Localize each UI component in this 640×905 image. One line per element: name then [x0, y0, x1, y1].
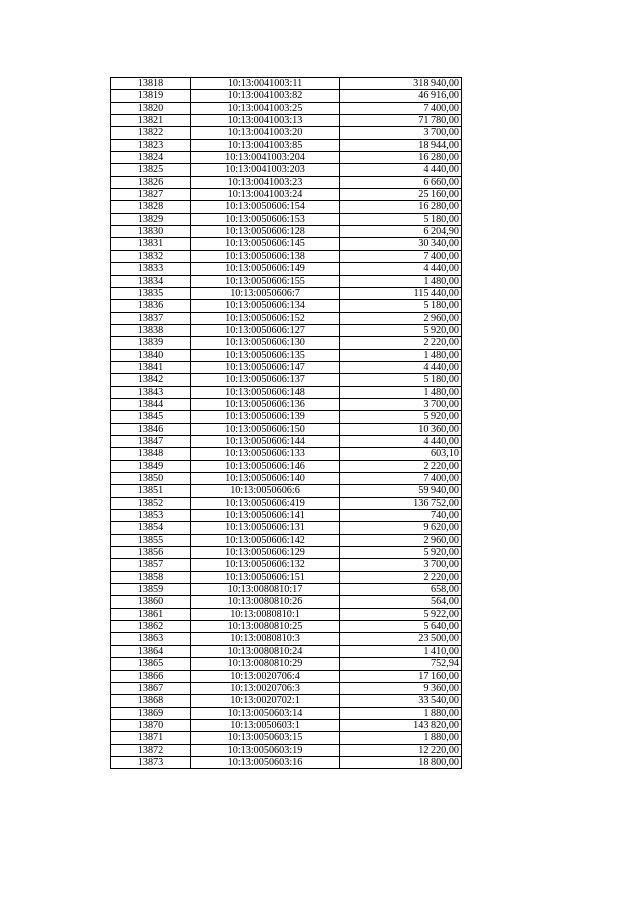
cadastral-value-cell: 143 820,00	[340, 719, 462, 731]
cadastral-value-cell: 4 440,00	[340, 164, 462, 176]
cadastral-value-cell: 16 280,00	[340, 152, 462, 164]
cadastral-number-cell: 10:13:0050606:147	[191, 361, 340, 373]
cadastral-number-cell: 10:13:0050606:134	[191, 300, 340, 312]
cadastral-number-cell: 10:13:0080810:3	[191, 633, 340, 645]
cadastral-number-cell: 10:13:0050603:14	[191, 707, 340, 719]
cadastral-value-cell: 318 940,00	[340, 78, 462, 90]
table-row	[111, 658, 462, 670]
table-row	[111, 473, 462, 485]
cadastral-number-cell: 10:13:0050606:144	[191, 435, 340, 447]
cadastral-value-cell: 2 220,00	[340, 460, 462, 472]
cadastral-value-cell: 752,94	[340, 658, 462, 670]
cadastral-number-cell: 10:13:0050606:137	[191, 374, 340, 386]
row-number-cell: 13870	[111, 719, 191, 731]
table-row	[111, 670, 462, 682]
cadastral-value-cell: 2 960,00	[340, 312, 462, 324]
row-number-cell: 13835	[111, 287, 191, 299]
cadastral-value-cell: 5 180,00	[340, 300, 462, 312]
cadastral-number-cell: 10:13:0080810:1	[191, 608, 340, 620]
cadastral-number-cell: 10:13:0050606:155	[191, 275, 340, 287]
cadastral-number-cell: 10:13:0050606:152	[191, 312, 340, 324]
cadastral-value-cell: 2 220,00	[340, 571, 462, 583]
cadastral-value-cell: 30 340,00	[340, 238, 462, 250]
table-row	[111, 411, 462, 423]
cadastral-value-table	[110, 77, 462, 769]
row-number-cell: 13833	[111, 263, 191, 275]
cadastral-number-cell: 10:13:0050606:130	[191, 337, 340, 349]
row-number-cell: 13825	[111, 164, 191, 176]
cadastral-value-cell: 25 160,00	[340, 189, 462, 201]
table-row	[111, 115, 462, 127]
table-row	[111, 300, 462, 312]
table-body	[111, 78, 462, 769]
cadastral-number-cell: 10:13:0050606:128	[191, 226, 340, 238]
table-row	[111, 448, 462, 460]
cadastral-number-cell: 10:13:0050606:133	[191, 448, 340, 460]
cadastral-number-cell: 10:13:0020706:4	[191, 670, 340, 682]
cadastral-value-cell: 1 480,00	[340, 275, 462, 287]
cadastral-value-cell: 7 400,00	[340, 102, 462, 114]
cadastral-number-cell: 10:13:0050606:131	[191, 522, 340, 534]
cadastral-value-cell: 23 500,00	[340, 633, 462, 645]
row-number-cell: 13850	[111, 473, 191, 485]
row-number-cell: 13849	[111, 460, 191, 472]
row-number-cell: 13824	[111, 152, 191, 164]
cadastral-number-cell: 10:13:0050606:154	[191, 201, 340, 213]
row-number-cell: 13830	[111, 226, 191, 238]
cadastral-value-cell: 3 700,00	[340, 398, 462, 410]
cadastral-number-cell: 10:13:0080810:25	[191, 621, 340, 633]
cadastral-value-cell: 5 640,00	[340, 621, 462, 633]
cadastral-number-cell: 10:13:0041003:85	[191, 139, 340, 151]
row-number-cell: 13853	[111, 510, 191, 522]
row-number-cell: 13844	[111, 398, 191, 410]
row-number-cell: 13821	[111, 115, 191, 127]
table-row	[111, 78, 462, 90]
table-row	[111, 547, 462, 559]
cadastral-number-cell: 10:13:0041003:24	[191, 189, 340, 201]
cadastral-value-cell: 603,10	[340, 448, 462, 460]
table-row	[111, 189, 462, 201]
table-row	[111, 621, 462, 633]
cadastral-number-cell: 10:13:0050606:146	[191, 460, 340, 472]
cadastral-value-cell: 2 960,00	[340, 534, 462, 546]
cadastral-value-cell: 6 660,00	[340, 176, 462, 188]
row-number-cell: 13866	[111, 670, 191, 682]
table-row	[111, 139, 462, 151]
row-number-cell: 13839	[111, 337, 191, 349]
cadastral-value-cell: 33 540,00	[340, 695, 462, 707]
table-row	[111, 263, 462, 275]
row-number-cell: 13843	[111, 386, 191, 398]
table-row	[111, 732, 462, 744]
cadastral-value-cell: 6 204,90	[340, 226, 462, 238]
row-number-cell: 13841	[111, 361, 191, 373]
cadastral-value-cell: 7 400,00	[340, 473, 462, 485]
cadastral-value-cell: 17 160,00	[340, 670, 462, 682]
cadastral-value-cell: 5 180,00	[340, 213, 462, 225]
cadastral-value-cell: 4 440,00	[340, 435, 462, 447]
row-number-cell: 13851	[111, 485, 191, 497]
cadastral-number-cell: 10:13:0050606:139	[191, 411, 340, 423]
table-row	[111, 349, 462, 361]
row-number-cell: 13873	[111, 756, 191, 768]
row-number-cell: 13840	[111, 349, 191, 361]
row-number-cell: 13864	[111, 645, 191, 657]
row-number-cell: 13862	[111, 621, 191, 633]
cadastral-value-cell: 4 440,00	[340, 263, 462, 275]
table-row	[111, 608, 462, 620]
cadastral-value-cell: 71 780,00	[340, 115, 462, 127]
cadastral-value-cell: 1 480,00	[340, 349, 462, 361]
cadastral-number-cell: 10:13:0041003:23	[191, 176, 340, 188]
row-number-cell: 13848	[111, 448, 191, 460]
cadastral-number-cell: 10:13:0050603:1	[191, 719, 340, 731]
cadastral-number-cell: 10:13:0050606:142	[191, 534, 340, 546]
cadastral-value-cell: 740,00	[340, 510, 462, 522]
table-row	[111, 201, 462, 213]
cadastral-number-cell: 10:13:0050606:150	[191, 423, 340, 435]
cadastral-value-cell: 1 410,00	[340, 645, 462, 657]
cadastral-value-cell: 5 920,00	[340, 324, 462, 336]
cadastral-number-cell: 10:13:0050606:141	[191, 510, 340, 522]
row-number-cell: 13837	[111, 312, 191, 324]
table-row	[111, 707, 462, 719]
cadastral-value-cell: 5 180,00	[340, 374, 462, 386]
cadastral-number-cell: 10:13:0050606:153	[191, 213, 340, 225]
table-row	[111, 633, 462, 645]
table-row	[111, 213, 462, 225]
row-number-cell: 13823	[111, 139, 191, 151]
cadastral-number-cell: 10:13:0050606:132	[191, 559, 340, 571]
table-row	[111, 176, 462, 188]
cadastral-number-cell: 10:13:0050606:151	[191, 571, 340, 583]
row-number-cell: 13869	[111, 707, 191, 719]
cadastral-number-cell: 10:13:0050606:6	[191, 485, 340, 497]
cadastral-value-cell: 18 944,00	[340, 139, 462, 151]
cadastral-number-cell: 10:13:0080810:24	[191, 645, 340, 657]
cadastral-number-cell: 10:13:0041003:20	[191, 127, 340, 139]
table-row	[111, 386, 462, 398]
cadastral-number-cell: 10:13:0041003:25	[191, 102, 340, 114]
cadastral-number-cell: 10:13:0050606:127	[191, 324, 340, 336]
table-row	[111, 312, 462, 324]
row-number-cell: 13868	[111, 695, 191, 707]
row-number-cell: 13846	[111, 423, 191, 435]
cadastral-value-cell: 658,00	[340, 584, 462, 596]
row-number-cell: 13847	[111, 435, 191, 447]
table-row	[111, 744, 462, 756]
table-row	[111, 596, 462, 608]
row-number-cell: 13872	[111, 744, 191, 756]
row-number-cell: 13822	[111, 127, 191, 139]
cadastral-value-cell: 1 480,00	[340, 386, 462, 398]
table-row	[111, 510, 462, 522]
cadastral-value-cell: 16 280,00	[340, 201, 462, 213]
table-row	[111, 287, 462, 299]
table-row	[111, 756, 462, 768]
cadastral-number-cell: 10:13:0080810:17	[191, 584, 340, 596]
table-row	[111, 361, 462, 373]
table-row	[111, 695, 462, 707]
row-number-cell: 13818	[111, 78, 191, 90]
table-row	[111, 719, 462, 731]
cadastral-number-cell: 10:13:0041003:82	[191, 90, 340, 102]
table-row	[111, 337, 462, 349]
table-row	[111, 324, 462, 336]
cadastral-value-cell: 136 752,00	[340, 497, 462, 509]
table-row	[111, 152, 462, 164]
cadastral-value-cell: 7 400,00	[340, 250, 462, 262]
table-row	[111, 127, 462, 139]
cadastral-number-cell: 10:13:0050606:140	[191, 473, 340, 485]
cadastral-value-cell: 9 360,00	[340, 682, 462, 694]
table-row	[111, 485, 462, 497]
table-row	[111, 682, 462, 694]
table-row	[111, 374, 462, 386]
table-row	[111, 238, 462, 250]
cadastral-value-cell: 3 700,00	[340, 559, 462, 571]
row-number-cell: 13845	[111, 411, 191, 423]
cadastral-value-cell: 46 916,00	[340, 90, 462, 102]
table-row	[111, 645, 462, 657]
cadastral-value-cell: 1 880,00	[340, 707, 462, 719]
table-row	[111, 497, 462, 509]
row-number-cell: 13827	[111, 189, 191, 201]
row-number-cell: 13867	[111, 682, 191, 694]
cadastral-value-cell: 5 920,00	[340, 411, 462, 423]
row-number-cell: 13831	[111, 238, 191, 250]
row-number-cell: 13820	[111, 102, 191, 114]
row-number-cell: 13838	[111, 324, 191, 336]
table-row	[111, 250, 462, 262]
cadastral-number-cell: 10:13:0050606:136	[191, 398, 340, 410]
cadastral-number-cell: 10:13:0050606:129	[191, 547, 340, 559]
table-row	[111, 102, 462, 114]
cadastral-number-cell: 10:13:0041003:11	[191, 78, 340, 90]
table-row	[111, 90, 462, 102]
cadastral-number-cell: 10:13:0041003:203	[191, 164, 340, 176]
cadastral-number-cell: 10:13:0050603:19	[191, 744, 340, 756]
cadastral-value-cell: 9 620,00	[340, 522, 462, 534]
table-row	[111, 398, 462, 410]
cadastral-value-cell: 3 700,00	[340, 127, 462, 139]
row-number-cell: 13836	[111, 300, 191, 312]
table-row	[111, 534, 462, 546]
row-number-cell: 13829	[111, 213, 191, 225]
cadastral-number-cell: 10:13:0020706:3	[191, 682, 340, 694]
row-number-cell: 13871	[111, 732, 191, 744]
cadastral-number-cell: 10:13:0050606:135	[191, 349, 340, 361]
cadastral-number-cell: 10:13:0050606:7	[191, 287, 340, 299]
table-row	[111, 423, 462, 435]
cadastral-number-cell: 10:13:0050603:16	[191, 756, 340, 768]
table-row	[111, 226, 462, 238]
row-number-cell: 13857	[111, 559, 191, 571]
cadastral-value-cell: 564,00	[340, 596, 462, 608]
cadastral-number-cell: 10:13:0050606:419	[191, 497, 340, 509]
row-number-cell: 13860	[111, 596, 191, 608]
row-number-cell: 13859	[111, 584, 191, 596]
cadastral-number-cell: 10:13:0050606:148	[191, 386, 340, 398]
cadastral-number-cell: 10:13:0020702:1	[191, 695, 340, 707]
row-number-cell: 13865	[111, 658, 191, 670]
row-number-cell: 13828	[111, 201, 191, 213]
cadastral-number-cell: 10:13:0080810:26	[191, 596, 340, 608]
row-number-cell: 13826	[111, 176, 191, 188]
cadastral-value-cell: 18 800,00	[340, 756, 462, 768]
cadastral-number-cell: 10:13:0041003:13	[191, 115, 340, 127]
cadastral-value-cell: 1 880,00	[340, 732, 462, 744]
cadastral-number-cell: 10:13:0050606:145	[191, 238, 340, 250]
cadastral-number-cell: 10:13:0080810:29	[191, 658, 340, 670]
cadastral-value-cell: 10 360,00	[340, 423, 462, 435]
row-number-cell: 13855	[111, 534, 191, 546]
row-number-cell: 13834	[111, 275, 191, 287]
cadastral-number-cell: 10:13:0041003:204	[191, 152, 340, 164]
row-number-cell: 13854	[111, 522, 191, 534]
table-row	[111, 522, 462, 534]
cadastral-value-cell: 5 922,00	[340, 608, 462, 620]
table-row	[111, 571, 462, 583]
cadastral-value-cell: 5 920,00	[340, 547, 462, 559]
table-row	[111, 559, 462, 571]
row-number-cell: 13852	[111, 497, 191, 509]
cadastral-number-cell: 10:13:0050606:138	[191, 250, 340, 262]
table-row	[111, 460, 462, 472]
cadastral-value-cell: 115 440,00	[340, 287, 462, 299]
cadastral-value-cell: 59 940,00	[340, 485, 462, 497]
row-number-cell: 13832	[111, 250, 191, 262]
cadastral-number-cell: 10:13:0050603:15	[191, 732, 340, 744]
cadastral-value-cell: 2 220,00	[340, 337, 462, 349]
row-number-cell: 13863	[111, 633, 191, 645]
row-number-cell: 13856	[111, 547, 191, 559]
row-number-cell: 13842	[111, 374, 191, 386]
table-row	[111, 435, 462, 447]
cadastral-value-cell: 4 440,00	[340, 361, 462, 373]
table-row	[111, 584, 462, 596]
cadastral-number-cell: 10:13:0050606:149	[191, 263, 340, 275]
table-row	[111, 275, 462, 287]
cadastral-value-cell: 12 220,00	[340, 744, 462, 756]
row-number-cell: 13861	[111, 608, 191, 620]
row-number-cell: 13858	[111, 571, 191, 583]
table-row	[111, 164, 462, 176]
row-number-cell: 13819	[111, 90, 191, 102]
